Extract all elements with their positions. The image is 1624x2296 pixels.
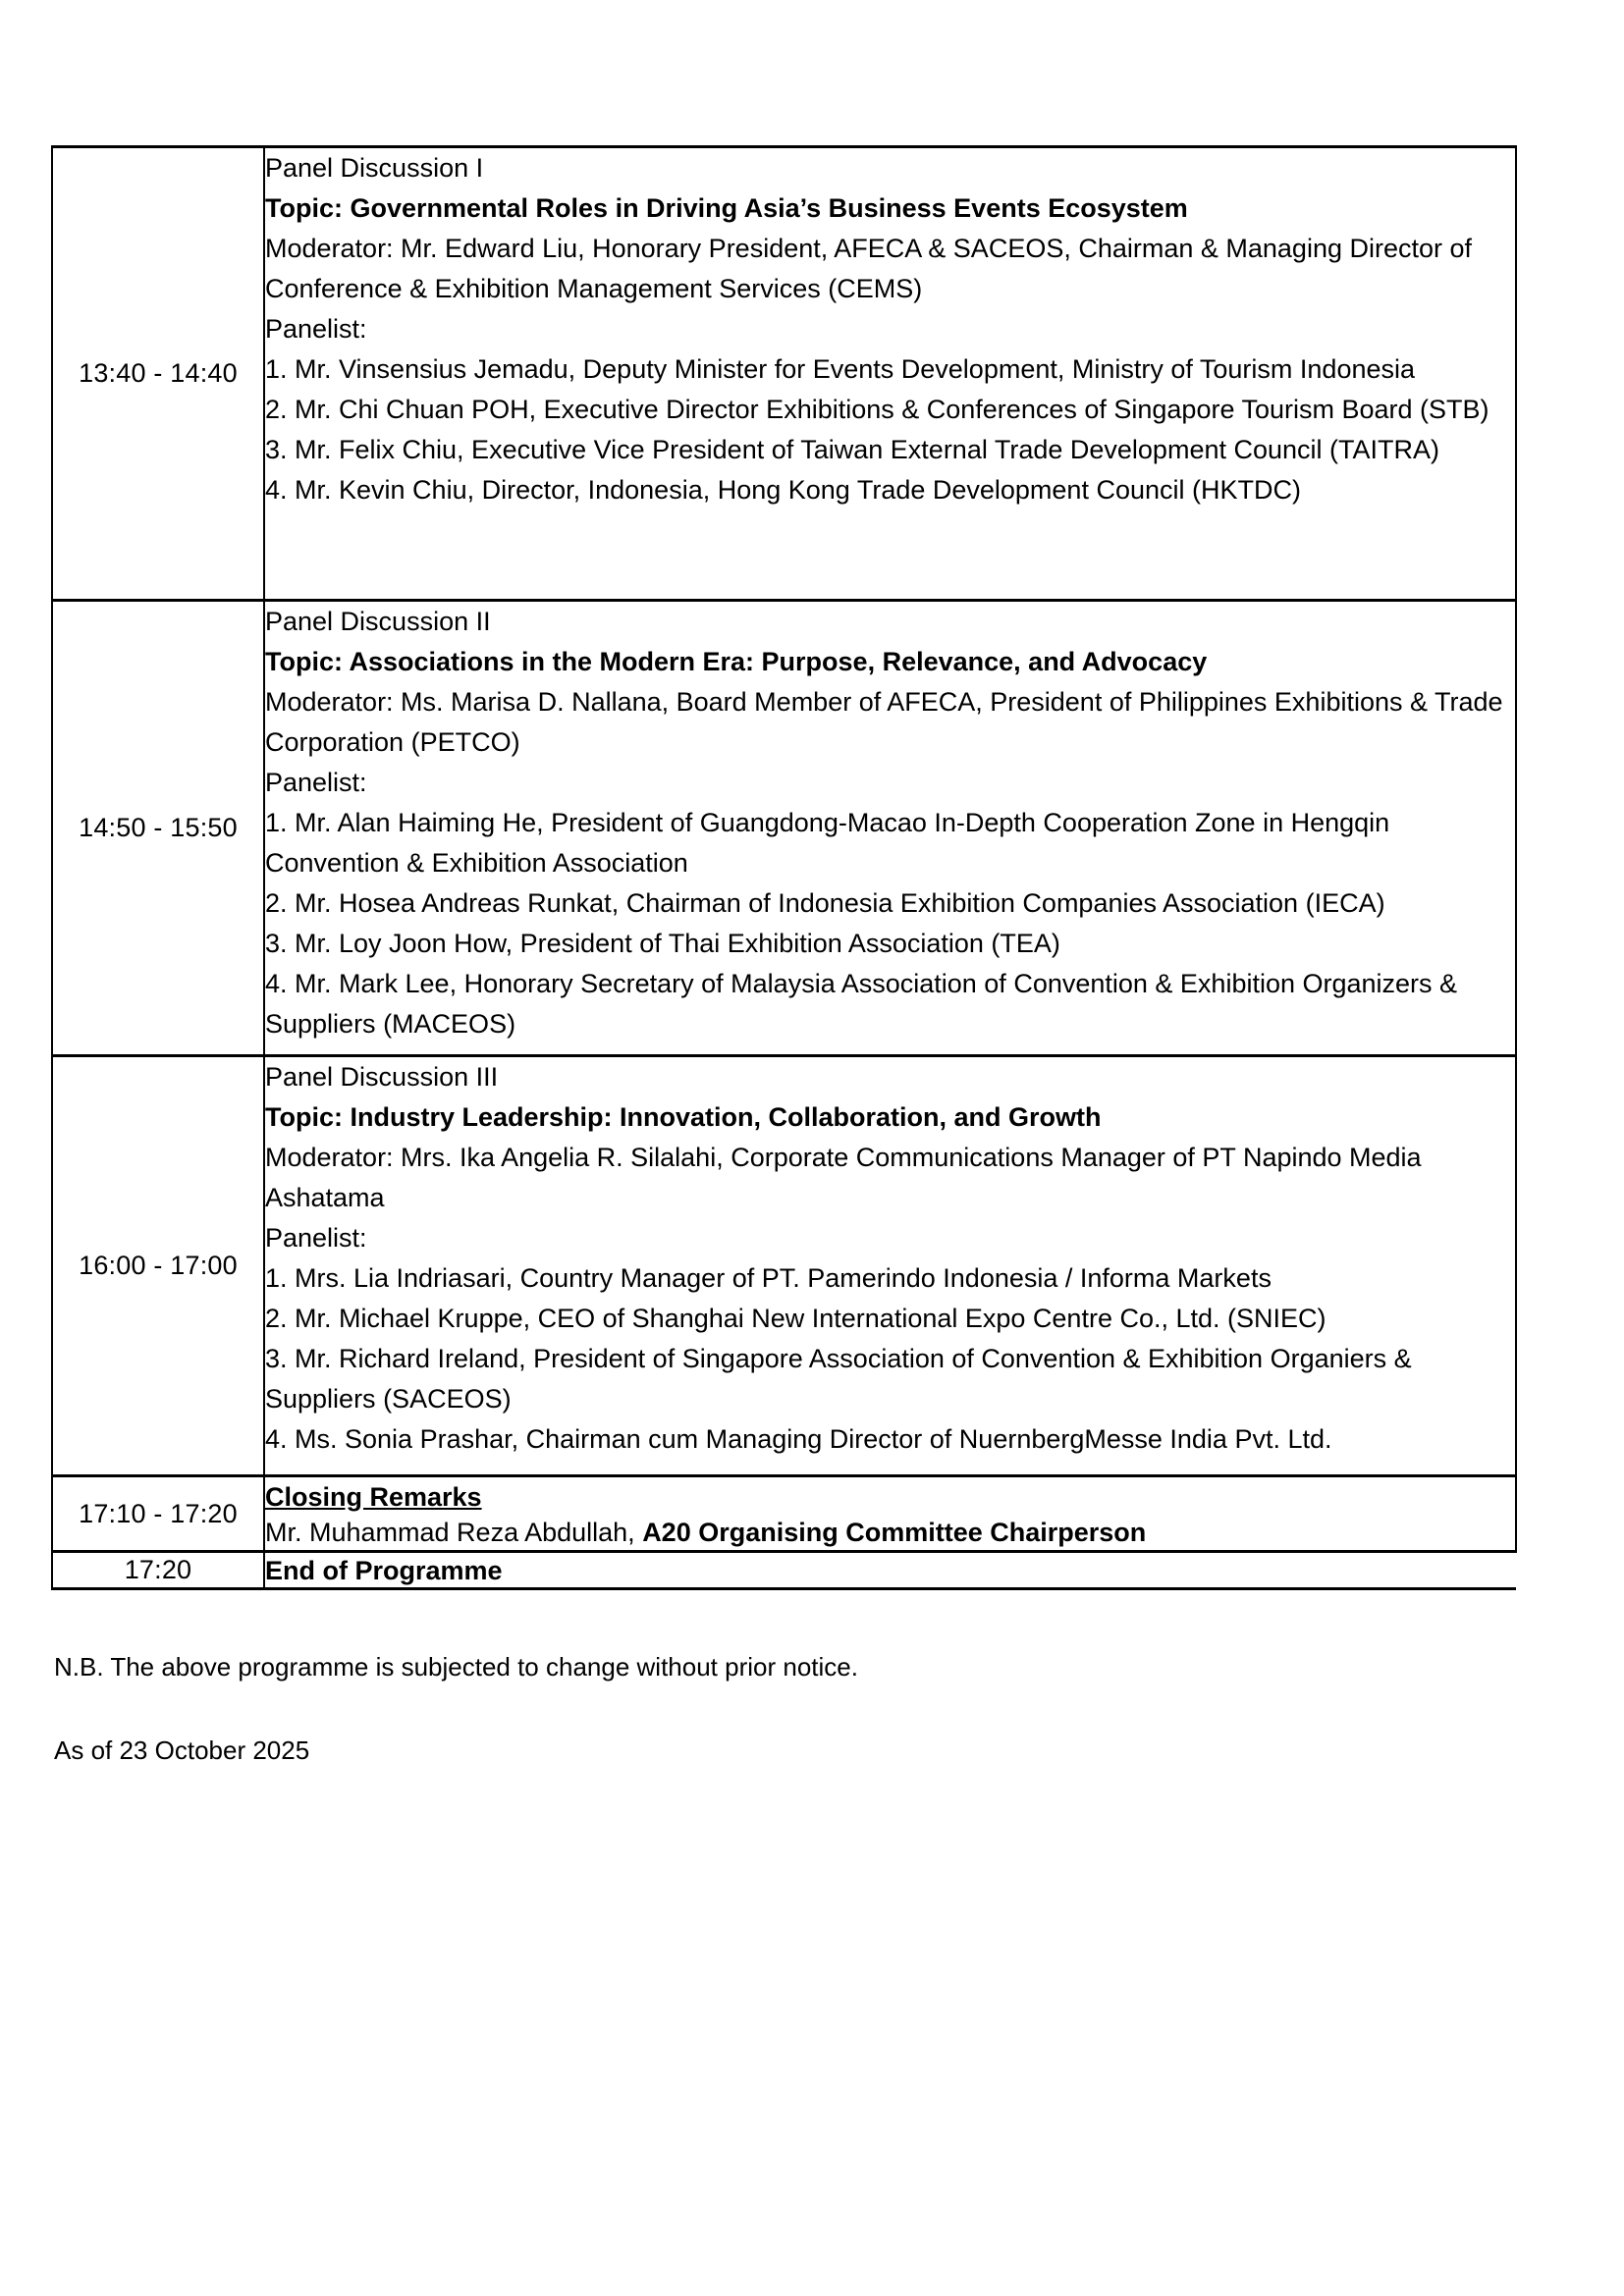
table-row: [52, 1056, 1516, 1476]
content-line: [265, 1419, 1515, 1460]
content-text: 1. Mrs. Lia Indriasari, Country Manager of PT. Pamerindo Indonesia / Informa Markets: [265, 1263, 1272, 1293]
content-text: Moderator: Mrs. Ika Angelia R. Silalahi, Corporate Communications Manager of PT Napindo Media: [265, 1143, 1422, 1172]
content-line: [265, 1258, 1515, 1299]
content-text: Topic: Governmental Roles in Driving Asia’s Business Events Ecosystem: [265, 193, 1188, 223]
content-text: End of Programme: [265, 1556, 503, 1585]
content-line: [265, 309, 1515, 349]
content-line: [265, 924, 1515, 964]
content-line: [265, 763, 1515, 803]
session-cell: [264, 1056, 1516, 1476]
content-line: [265, 1515, 1515, 1550]
content-text: 4. Ms. Sonia Prashar, Chairman cum Managing Director of NuernbergMesse India Pvt. Ltd.: [265, 1424, 1332, 1454]
content-line: [265, 349, 1515, 390]
session-cell: [264, 1476, 1516, 1552]
session-cell: [264, 147, 1516, 601]
content-text: Convention & Exhibition Association: [265, 848, 688, 878]
content-line: [265, 883, 1515, 924]
content-text: 2. Mr. Hosea Andreas Runkat, Chairman of Indonesia Exhibition Companies Association (IECA): [265, 888, 1385, 918]
content-line: [265, 1138, 1515, 1178]
content-line: [265, 148, 1515, 188]
content-line: [265, 269, 1515, 309]
content-text: 3. Mr. Felix Chiu, Executive Vice President of Taiwan External Trade Development Council (TAITRA): [265, 435, 1440, 464]
table-row: [52, 1552, 1516, 1589]
content-text: Ashatama: [265, 1183, 385, 1212]
table-row: [52, 601, 1516, 1056]
content-line: [265, 1218, 1515, 1258]
time-cell: 16:00 - 17:00: [52, 1056, 264, 1476]
content-line: [265, 1379, 1515, 1419]
schedule-table-body: [52, 147, 1516, 1589]
content-line: [265, 1057, 1515, 1097]
content-text: Closing Remarks: [265, 1482, 482, 1512]
content-line: [265, 1555, 1516, 1587]
content-line: [265, 229, 1515, 269]
content-line: [265, 1004, 1515, 1044]
time-cell: 13:40 - 14:40: [52, 147, 264, 601]
content-text: Suppliers (MACEOS): [265, 1009, 516, 1039]
content-text: 4. Mr. Mark Lee, Honorary Secretary of Malaysia Association of Convention & Exhibition Organizers &: [265, 969, 1458, 998]
content-text: 4. Mr. Kevin Chiu, Director, Indonesia, Hong Kong Trade Development Council (HKTDC): [265, 475, 1301, 505]
content-text: 3. Mr. Loy Joon How, President of Thai Exhibition Association (TEA): [265, 929, 1060, 958]
content-line: [265, 803, 1515, 843]
content-line: [265, 602, 1515, 642]
session-cell: [264, 601, 1516, 1056]
content-line: [265, 642, 1515, 682]
content-text: Suppliers (SACEOS): [265, 1384, 512, 1414]
content-text: Panelist:: [265, 314, 367, 344]
content-line: [265, 1479, 1515, 1515]
table-row: [52, 147, 1516, 601]
programme-change-note: N.B. The above programme is subjected to change without prior notice.: [54, 1652, 858, 1682]
as-of-date: As of 23 October 2025: [54, 1735, 310, 1765]
content-line: [265, 1339, 1515, 1379]
content-line: [265, 722, 1515, 763]
content-text: Corporation (PETCO): [265, 727, 520, 757]
content-text: Panelist:: [265, 1223, 367, 1253]
content-line: [265, 1299, 1515, 1339]
content-text: 1. Mr. Alan Haiming He, President of Guangdong-Macao In-Depth Cooperation Zone in Hengqin: [265, 808, 1390, 837]
time-cell: 14:50 - 15:50: [52, 601, 264, 1056]
content-text: Topic: Industry Leadership: Innovation, Collaboration, and Growth: [265, 1102, 1102, 1132]
programme-schedule-table: [51, 145, 1517, 1590]
content-line: [265, 470, 1515, 510]
content-text: Panel Discussion I: [265, 153, 484, 183]
content-text: Topic: Associations in the Modern Era: Purpose, Relevance, and Advocacy: [265, 647, 1208, 676]
content-line: [265, 964, 1515, 1004]
content-line: [265, 188, 1515, 229]
content-line: [265, 843, 1515, 883]
content-text: 2. Mr. Chi Chuan POH, Executive Director Exhibitions & Conferences of Singapore Tourism Board (STB): [265, 395, 1489, 424]
content-text: Panelist:: [265, 768, 367, 797]
time-cell: 17:10 - 17:20: [52, 1476, 264, 1552]
content-text: Conference & Exhibition Management Services (CEMS): [265, 274, 923, 303]
content-line: [265, 1097, 1515, 1138]
content-text: Moderator: Mr. Edward Liu, Honorary President, AFECA & SACEOS, Chairman & Managing Director of: [265, 234, 1473, 263]
content-text: 2. Mr. Michael Kruppe, CEO of Shanghai New International Expo Centre Co., Ltd. (SNIEC): [265, 1304, 1326, 1333]
session-cell: [264, 1552, 1516, 1589]
content-line: [265, 430, 1515, 470]
content-text: Moderator: Ms. Marisa D. Nallana, Board Member of AFECA, President of Philippines Exhibitions & Trade: [265, 687, 1503, 717]
table-row: [52, 1476, 1516, 1552]
content-text: 1. Mr. Vinsensius Jemadu, Deputy Minister for Events Development, Ministry of Tourism Indonesia: [265, 354, 1416, 384]
content-text: A20 Organising Committee Chairperson: [642, 1518, 1147, 1547]
content-line: [265, 1178, 1515, 1218]
content-text: Panel Discussion III: [265, 1062, 499, 1092]
time-cell: 17:20: [52, 1552, 264, 1589]
content-text: Panel Discussion II: [265, 607, 491, 636]
content-text: Mr. Muhammad Reza Abdullah,: [265, 1518, 643, 1547]
content-line: [265, 682, 1515, 722]
content-line: [265, 390, 1515, 430]
content-text: 3. Mr. Richard Ireland, President of Singapore Association of Convention & Exhibition Organiers &: [265, 1344, 1412, 1373]
